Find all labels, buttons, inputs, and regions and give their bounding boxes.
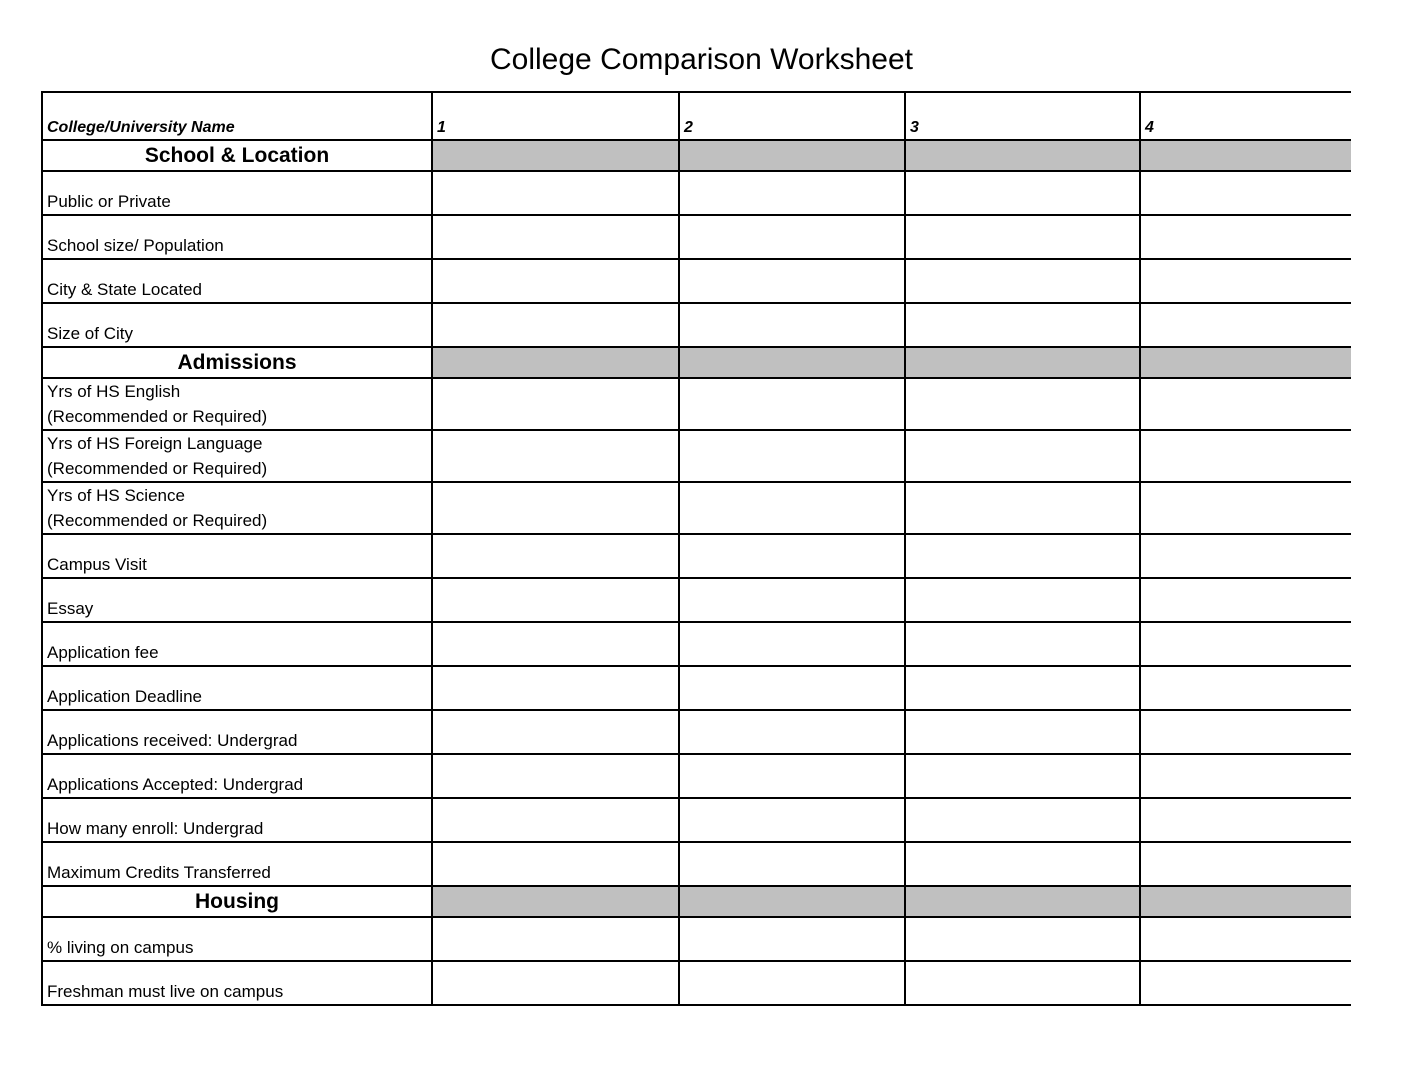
entry-cell[interactable] [905,171,1140,215]
row-label: Public or Private [42,171,432,215]
header-row [42,92,1351,140]
table-row [42,303,1351,347]
table-row [42,798,1351,842]
entry-cell[interactable] [679,578,905,622]
entry-cell[interactable] [1140,259,1351,303]
column-header-3: 3 [905,92,1140,140]
row-label: % living on campus [42,917,432,961]
entry-cell[interactable] [905,215,1140,259]
entry-cell[interactable] [1140,842,1351,886]
entry-cell[interactable] [679,171,905,215]
row-label: Application fee [42,622,432,666]
entry-cell[interactable] [1140,171,1351,215]
row-label-line2: (Recommended or Required) [47,407,268,426]
table-row [42,534,1351,578]
entry-cell[interactable] [432,578,679,622]
section-shade-cell [432,886,679,917]
section-row-housing [42,886,1351,917]
row-label: How many enroll: Undergrad [42,798,432,842]
entry-cell[interactable] [905,666,1140,710]
entry-cell[interactable] [432,215,679,259]
row-label: Essay [42,578,432,622]
row-label: City & State Located [42,259,432,303]
worksheet-title: College Comparison Worksheet [490,43,913,76]
section-row-school-location [42,140,1351,171]
table-row [42,666,1351,710]
entry-cell[interactable] [1140,430,1351,482]
column-header-4: 4 [1140,92,1351,140]
row-label-line1: Yrs of HS English [47,382,181,401]
entry-cell[interactable] [679,430,905,482]
entry-cell[interactable] [432,622,679,666]
row-label-line2: (Recommended or Required) [47,511,268,530]
entry-cell[interactable] [432,798,679,842]
entry-cell[interactable] [905,842,1140,886]
entry-cell[interactable] [1140,215,1351,259]
row-label: Campus Visit [42,534,432,578]
entry-cell[interactable] [905,917,1140,961]
entry-cell[interactable] [1140,578,1351,622]
section-shade-cell [905,140,1140,171]
entry-cell[interactable] [679,798,905,842]
entry-cell[interactable] [1140,961,1351,1005]
table-row [42,259,1351,303]
entry-cell[interactable] [1140,754,1351,798]
entry-cell[interactable] [432,917,679,961]
entry-cell[interactable] [679,534,905,578]
entry-cell[interactable] [905,378,1140,430]
entry-cell[interactable] [432,961,679,1005]
entry-cell[interactable] [1140,710,1351,754]
entry-cell[interactable] [679,666,905,710]
section-shade-cell [679,886,905,917]
table-row [42,378,1351,430]
entry-cell[interactable] [1140,303,1351,347]
entry-cell[interactable] [1140,482,1351,534]
table-row [42,754,1351,798]
entry-cell[interactable] [905,578,1140,622]
row-label [42,378,432,430]
row-label: Applications Accepted: Undergrad [42,754,432,798]
table-row [42,215,1351,259]
section-shade-cell [905,347,1140,378]
column-header-2: 2 [679,92,905,140]
column-header-1: 1 [432,92,679,140]
entry-cell[interactable] [432,303,679,347]
entry-cell[interactable] [679,259,905,303]
entry-cell[interactable] [432,710,679,754]
entry-cell[interactable] [679,378,905,430]
table-row [42,482,1351,534]
entry-cell[interactable] [1140,622,1351,666]
row-label: Freshman must live on campus [42,961,432,1005]
entry-cell[interactable] [905,303,1140,347]
entry-cell[interactable] [905,482,1140,534]
entry-cell[interactable] [432,430,679,482]
section-shade-cell [1140,140,1351,171]
entry-cell[interactable] [1140,798,1351,842]
entry-cell[interactable] [679,303,905,347]
entry-cell[interactable] [679,622,905,666]
row-label: Size of City [42,303,432,347]
entry-cell[interactable] [1140,378,1351,430]
entry-cell[interactable] [679,215,905,259]
table-row [42,578,1351,622]
table-row [42,430,1351,482]
entry-cell[interactable] [432,842,679,886]
section-shade-cell [1140,886,1351,917]
entry-cell[interactable] [905,622,1140,666]
entry-cell[interactable] [1140,666,1351,710]
row-label-line1: Yrs of HS Foreign Language [47,434,263,453]
entry-cell[interactable] [1140,917,1351,961]
entry-cell[interactable] [679,482,905,534]
section-shade-cell [432,347,679,378]
row-label [42,430,432,482]
entry-cell[interactable] [432,666,679,710]
entry-cell[interactable] [1140,534,1351,578]
entry-cell[interactable] [432,534,679,578]
entry-cell[interactable] [679,917,905,961]
entry-cell[interactable] [432,259,679,303]
entry-cell[interactable] [432,171,679,215]
section-title: Admissions [42,347,432,378]
entry-cell[interactable] [905,754,1140,798]
row-label: Application Deadline [42,666,432,710]
row-label: Applications received: Undergrad [42,710,432,754]
entry-cell[interactable] [905,534,1140,578]
table-row [42,917,1351,961]
section-shade-cell [679,140,905,171]
entry-cell[interactable] [432,378,679,430]
table-row [42,622,1351,666]
entry-cell[interactable] [905,798,1140,842]
table-row [42,710,1351,754]
section-shade-cell [1140,347,1351,378]
entry-cell[interactable] [905,430,1140,482]
section-shade-cell [432,140,679,171]
entry-cell[interactable] [679,754,905,798]
entry-cell[interactable] [679,710,905,754]
entry-cell[interactable] [432,482,679,534]
row-label [42,482,432,534]
entry-cell[interactable] [679,842,905,886]
table-row [42,842,1351,886]
entry-cell[interactable] [905,961,1140,1005]
section-title: School & Location [42,140,432,171]
section-shade-cell [679,347,905,378]
college-name-header: College/University Name [42,92,432,140]
row-label-line1: Yrs of HS Science [47,486,185,505]
section-shade-cell [905,886,1140,917]
entry-cell[interactable] [905,259,1140,303]
entry-cell[interactable] [905,710,1140,754]
entry-cell[interactable] [679,961,905,1005]
row-label: Maximum Credits Transferred [42,842,432,886]
section-title: Housing [42,886,432,917]
row-label: School size/ Population [42,215,432,259]
row-label-line2: (Recommended or Required) [47,459,268,478]
comparison-table [41,91,1351,1006]
section-row-admissions [42,347,1351,378]
table-row [42,171,1351,215]
entry-cell[interactable] [432,754,679,798]
table-row [42,961,1351,1005]
